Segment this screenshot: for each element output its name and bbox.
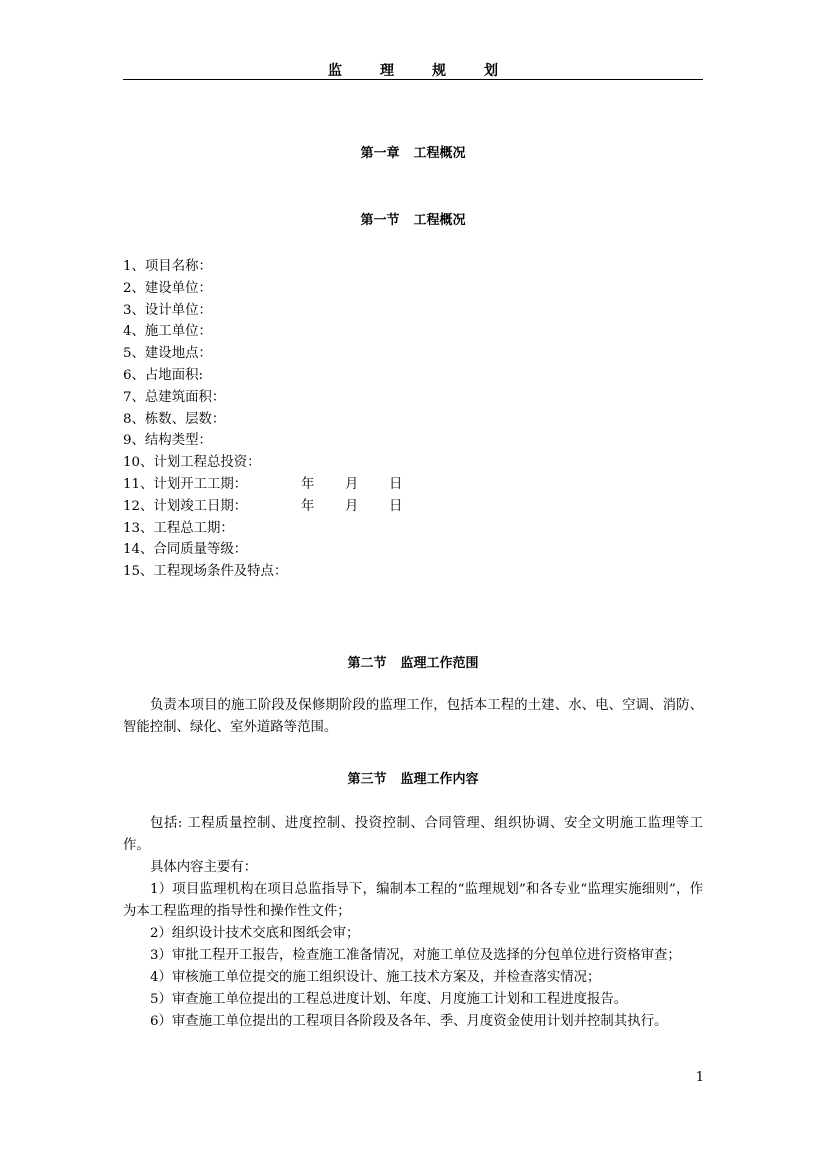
section2-body (123, 695, 703, 739)
list-item: 14、合同质量等级： (123, 542, 248, 558)
section2-heading (123, 652, 703, 671)
section2-title: 监理工作范围 (400, 656, 479, 671)
list-item-completion-date: 12、计划竣工日期： 年 月 日 (123, 496, 703, 518)
list-item: 7、总建筑面积： (123, 389, 226, 405)
paragraph: 2）组织设计技术交底和图纸会审； (150, 926, 360, 941)
header-char: 理 (380, 63, 394, 79)
list-item: 15、工程现场条件及特点： (123, 564, 288, 580)
month-label: 月 (345, 476, 359, 492)
project-info-list (123, 256, 703, 583)
day-label: 日 (389, 498, 403, 514)
list-item: 2、建设单位： (123, 280, 212, 296)
list-item: 10、计划工程总投资： (123, 455, 261, 471)
paragraph: 5）审查施工单位提出的工程总进度计划、年度、月度施工计划和工程进度报告。 (150, 992, 628, 1007)
chapter-heading (123, 142, 703, 161)
list-item: 3、设计单位： (123, 302, 212, 318)
header-divider (123, 79, 703, 80)
page-number: 1 (695, 1070, 704, 1085)
year-label: 年 (301, 476, 315, 492)
list-item: 8、栋数、层数： (123, 411, 226, 427)
section3-heading (123, 768, 703, 787)
paragraph: 负责本项目的施工阶段及保修期阶段的监理工作，包括本工程的土建、水、电、空调、消防、智能控制、绿化、室外道路等范围。 (123, 698, 703, 735)
day-label: 日 (389, 476, 403, 492)
year-label: 年 (301, 498, 315, 514)
paragraph: 6）审查施工单位提出的工程项目各阶段及各年、季、月度资金使用计划并控制其执行。 (150, 1014, 668, 1029)
paragraph: 4）审核施工单位提交的施工组织设计、施工技术方案及，并检查落实情况； (150, 970, 601, 985)
month-label: 月 (345, 498, 359, 514)
list-item: 6、占地面积: (123, 367, 203, 383)
section3-title: 监理工作内容 (400, 772, 479, 787)
paragraph: 包括: 工程质量控制、进度控制、投资控制、合同管理、组织协调、安全文明施工监理等工作。 (123, 816, 703, 853)
paragraph: 3）审批工程开工报告，检查施工准备情况，对施工单位及选择的分包单位进行资格审查； (150, 948, 681, 963)
page-header-title (123, 60, 703, 80)
section1-heading (123, 209, 703, 228)
chapter-label: 第一章 (360, 146, 400, 161)
section1-title: 工程概况 (413, 213, 466, 228)
paragraph: 1）项目监理机构在项目总监指导下，编制本工程的“监理规划”和各专业“监理实施细则”，作为本工程监理的指导性和操作性文件； (123, 882, 703, 919)
list-item-start-date: 11、计划开工工期： 年 月 日 (123, 474, 703, 496)
section3-label: 第三节 (347, 772, 387, 787)
section3-body (123, 813, 703, 1033)
chapter-title: 工程概况 (413, 146, 466, 161)
paragraph: 具体内容主要有： (150, 860, 258, 875)
section2-label: 第二节 (347, 656, 387, 671)
header-char: 规 (432, 63, 446, 79)
header-char: 划 (484, 63, 498, 79)
list-item: 4、施工单位： (123, 324, 212, 340)
list-item: 13、工程总工期： (123, 520, 234, 536)
list-item: 5、建设地点： (123, 346, 212, 362)
list-item: 1、项目名称： (123, 259, 212, 274)
header-char: 监 (328, 63, 342, 79)
list-item: 9、结构类型： (123, 433, 212, 449)
section1-label: 第一节 (360, 213, 400, 228)
